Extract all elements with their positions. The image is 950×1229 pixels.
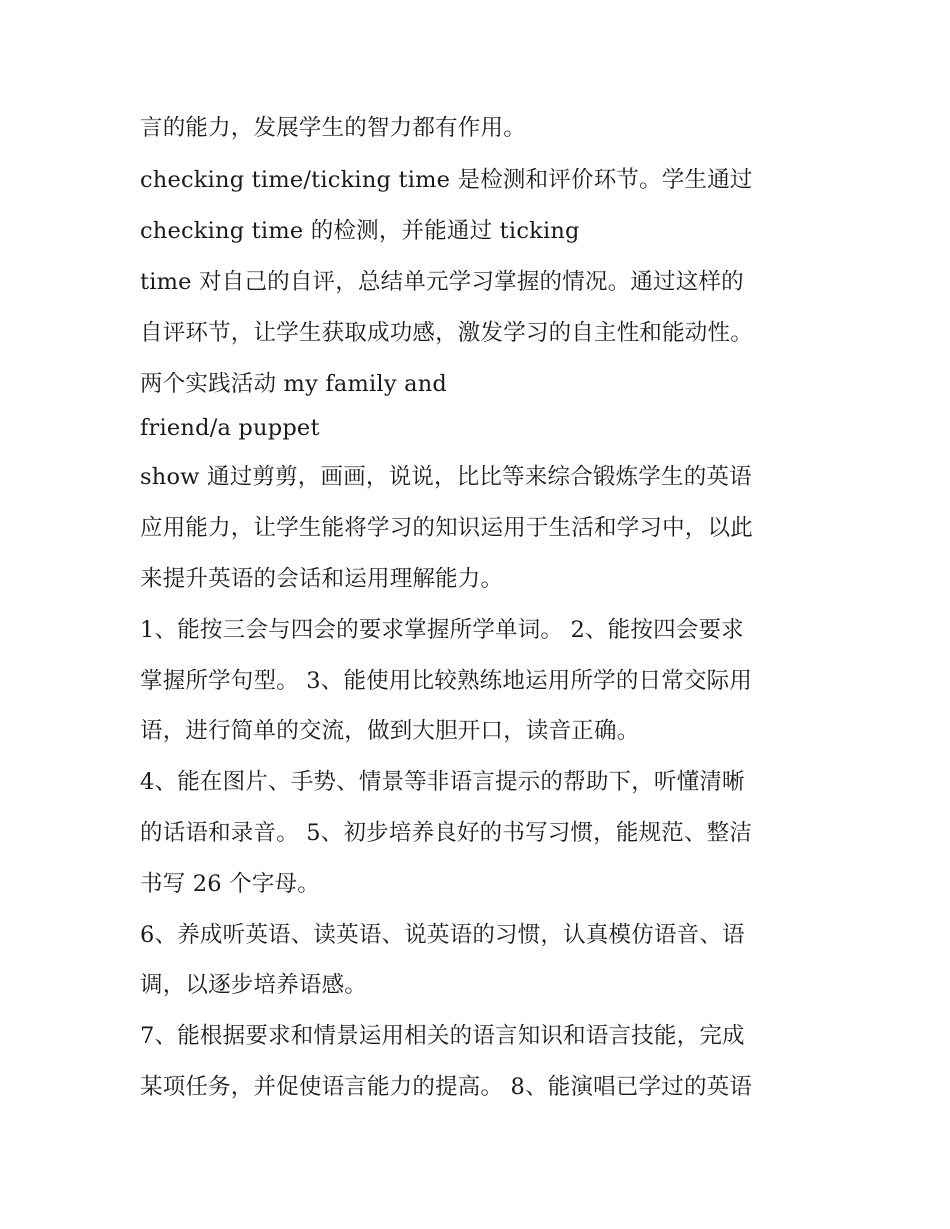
text-line: checking time 的检测，并能通过 ticking xyxy=(140,218,580,244)
text-line: 掌握所学句型。 3、能使用比较熟练地运用所学的日常交际用 xyxy=(140,668,753,694)
text-line: checking time/ticking time 是检测和评价环节。学生通过 xyxy=(140,167,753,193)
text-line: 语，进行简单的交流，做到大胆开口，读音正确。 xyxy=(140,718,640,744)
text-line: 自评环节，让学生获取成功感，激发学习的自主性和能动性。 xyxy=(140,320,753,346)
text-line: 调，以逐步培养语感。 xyxy=(140,972,368,998)
text-line: 7、能根据要求和情景运用相关的语言知识和语言技能，完成 xyxy=(140,1023,745,1049)
text-line: 某项任务，并促使语言能力的提高。 8、能演唱已学过的英语 xyxy=(140,1074,753,1100)
text-line: 6、养成听英语、读英语、说英语的习惯，认真模仿语音、语 xyxy=(140,922,745,948)
text-line: 书写 26 个字母。 xyxy=(140,871,320,897)
text-line: 两个实践活动 my family and xyxy=(140,371,447,397)
text-line: time 对自己的自评，总结单元学习掌握的情况。通过这样的 xyxy=(140,269,744,295)
text-line: show 通过剪剪，画画，说说，比比等来综合锻炼学生的英语 xyxy=(140,464,752,490)
text-line: 4、能在图片、手势、情景等非语言提示的帮助下，听懂清晰 xyxy=(140,769,745,795)
text-line: 来提升英语的会话和运用理解能力。 xyxy=(140,566,504,592)
text-line: 应用能力，让学生能将学习的知识运用于生活和学习中，以此 xyxy=(140,515,753,541)
text-line: 的话语和录音。 5、初步培养良好的书写习惯，能规范、整洁 xyxy=(140,820,753,846)
text-line: 言的能力，发展学生的智力都有作用。 xyxy=(140,115,526,141)
text-line: friend/a puppet xyxy=(140,415,320,441)
text-line: 1、能按三会与四会的要求掌握所学单词。 2、能按四会要求 xyxy=(140,617,744,643)
